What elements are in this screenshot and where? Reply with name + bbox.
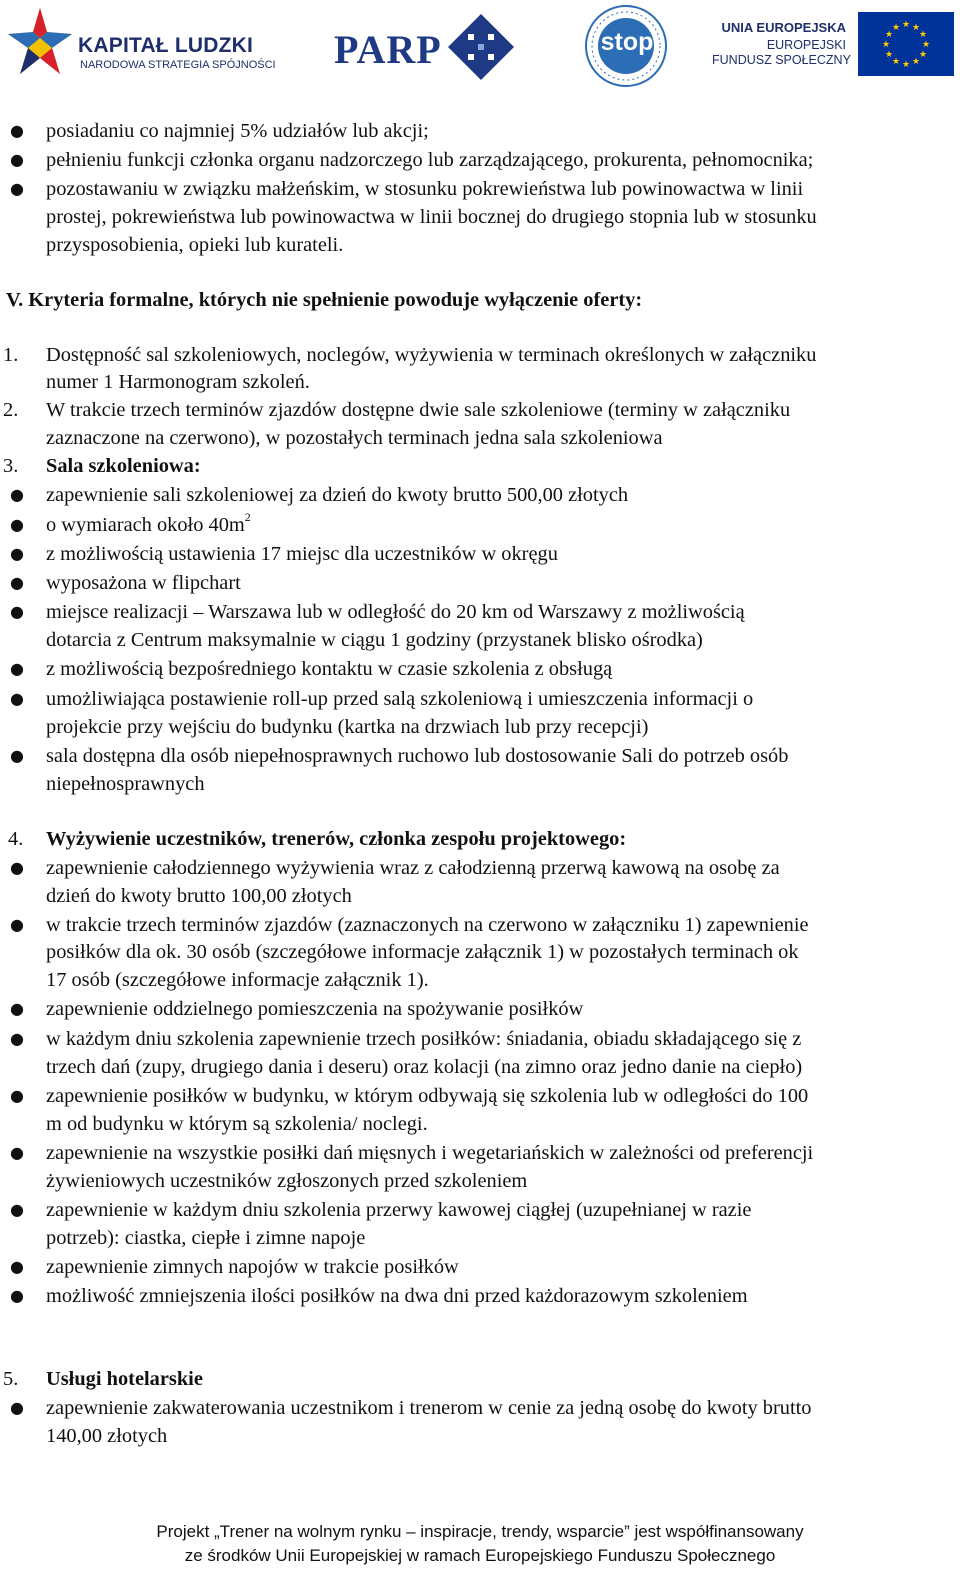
list-item: ● zapewnienie oddzielnego pomieszczenia na spożywanie posiłków — [46, 995, 958, 1023]
list-item: ● o wymiarach około $40m^2$ — [46, 511, 958, 539]
svg-text:★: ★ — [891, 57, 901, 67]
bullet-icon: ● — [10, 121, 24, 140]
numbered-item-1: 1. Dostępność sal szkoleniowych, noclegów, wyżywienia w terminach określonych w załączniku — [3, 344, 817, 366]
bullet-icon: ● — [10, 858, 24, 877]
svg-text:★: ★ — [921, 40, 931, 50]
page-footer — [0, 1520, 960, 1568]
footer-line-1: Projekt „Trener na wolnym rynku – inspiracje, trendy, wsparcie” jest współfinansowany — [156, 1522, 804, 1541]
bullet-icon: ● — [10, 1143, 24, 1162]
list-item-continuation: przysposobienia, opieki lub kurateli. — [46, 234, 344, 256]
list-item-continuation: 140,00 złotych — [46, 1425, 168, 1447]
list-item: ● możliwość zmniejszenia ilości posiłków na dwa dni przed każdorazowym szkoleniem — [46, 1282, 958, 1310]
numbered-item-1-cont: numer 1 Harmonogram szkoleń. — [46, 371, 310, 393]
list-item: ● miejsce realizacji – Warszawa lub w odległość do 20 km od Warszawy z możliwością — [46, 598, 958, 626]
list-item: ● zapewnienie posiłków w budynku, w którym odbywają się szkolenia lub w odległości do 100 — [46, 1082, 958, 1110]
svg-text:★: ★ — [901, 60, 911, 70]
eu-flag-icon — [858, 12, 954, 76]
bullet-icon: ● — [10, 544, 24, 563]
bullet-icon: ● — [10, 915, 24, 934]
bullet-icon: ● — [10, 1029, 24, 1048]
list-item: ● umożliwiająca postawienie roll-up przed salą szkoleniową i umieszczenia informacji o — [46, 685, 958, 713]
bullet-icon: ● — [10, 689, 24, 708]
numbered-item-4: 4. Wyżywienie uczestników, trenerów, członka zespołu projektowego: — [8, 828, 627, 850]
list-item: ● pozostawaniu w związku małżeńskim, w stosunku pokrewieństwa lub powinowactwa w linii — [46, 175, 958, 203]
eu-line-2: EUROPEJSKI — [766, 38, 846, 52]
bullet-icon: ● — [10, 515, 24, 534]
bullet-icon: ● — [10, 1286, 24, 1305]
eu-line-1: UNIA EUROPEJSKA — [721, 20, 846, 35]
list-item: ● zapewnienie w każdym dniu szkolenia przerwy kawowej ciągłej (uzupełnianej w razie — [46, 1196, 958, 1224]
svg-text:★: ★ — [881, 40, 891, 50]
bullet-icon: ● — [10, 1200, 24, 1219]
list-item-continuation: m od budynku w którym są szkolenia/ noclegi. — [46, 1113, 428, 1135]
bullet-icon: ● — [10, 573, 24, 592]
list-item: ● zapewnienie zimnych napojów w trakcie posiłków — [46, 1253, 958, 1281]
kapital-ludzki-title: KAPITAŁ LUDZKI — [78, 34, 254, 57]
eu-logo — [712, 10, 957, 80]
bullet-icon: ● — [10, 1398, 24, 1417]
eu-line-3: FUNDUSZ SPOŁECZNY — [712, 53, 851, 67]
section-heading: V. Kryteria formalne, których nie spełnienie powoduje wyłączenie oferty: — [6, 289, 643, 311]
list-item-continuation: projekcie przy wejściu do budynku (kartka na drzwiach lub przy recepcji) — [46, 716, 649, 738]
parp-emblem-icon — [448, 14, 514, 80]
svg-text:★: ★ — [901, 20, 911, 30]
list-item: ● zapewnienie całodziennego wyżywienia wraz z całodzienną przerwą kawową na osobę za — [46, 854, 958, 882]
bullet-icon: ● — [10, 999, 24, 1018]
kapital-ludzki-star-icon — [4, 4, 74, 86]
svg-text:★: ★ — [891, 23, 901, 33]
list-item-continuation: potrzeb): ciastka, ciepłe i zimne napoje — [46, 1227, 366, 1249]
list-item: ● w każdym dniu szkolenia zapewnienie trzech posiłków: śniadania, obiadu składającego się z — [46, 1025, 958, 1053]
numbered-item-2: 2. W trakcie trzech terminów zjazdów dostępne dwie sale szkoleniowe (terminy w załączniku — [3, 399, 791, 421]
list-item: ● zapewnienie na wszystkie posiłki dań mięsnych i wegetariańskich w zależności od preferencji — [46, 1139, 958, 1167]
parp-logo — [330, 8, 520, 84]
svg-text:★: ★ — [911, 57, 921, 67]
kapital-ludzki-subtitle: NARODOWA STRATEGIA SPÓJNOŚCI — [80, 59, 276, 71]
list-item: ● z możliwością bezpośredniego kontaktu w czasie szkolenia z obsługą — [46, 655, 958, 683]
numbered-item-2-cont: zaznaczone na czerwono), w pozostałych terminach jedna sala szkoleniowa — [46, 427, 663, 449]
bullet-icon: ● — [10, 659, 24, 678]
stop-association-logo — [580, 4, 672, 88]
numbered-item-5: 5. Usługi hotelarskie — [3, 1368, 203, 1390]
svg-text:★: ★ — [918, 30, 928, 40]
list-item: ● w trakcie trzech terminów zjazdów (zaznaczonych na czerwono w załączniku 1) zapewnienie — [46, 911, 958, 939]
svg-text:★: ★ — [911, 23, 921, 33]
list-item-continuation: posiłków dla ok. 30 osób (szczegółowe informacje załącznik 1) w pozostałych terminach ok — [46, 941, 799, 963]
page-header — [0, 0, 960, 92]
bullet-icon: ● — [10, 150, 24, 169]
list-item: ● z możliwością ustawienia 17 miejsc dla uczestników w okręgu — [46, 540, 958, 568]
bullet-icon: ● — [10, 179, 24, 198]
list-item: ● zapewnienie zakwaterowania uczestnikom i trenerom w cenie za jedną osobę do kwoty brutto — [46, 1394, 958, 1422]
list-item-continuation: dzień do kwoty brutto 100,00 złotych — [46, 885, 352, 907]
list-item-continuation: dotarcia z Centrum maksymalnie w ciągu 1 godziny (przystanek blisko ośrodka) — [46, 629, 703, 651]
svg-text:★: ★ — [884, 30, 894, 40]
bullet-icon: ● — [10, 602, 24, 621]
list-item: ● zapewnienie sali szkoleniowej za dzień do kwoty brutto 500,00 złotych — [46, 481, 958, 509]
bullet-icon: ● — [10, 485, 24, 504]
bullet-icon: ● — [10, 746, 24, 765]
svg-text:★: ★ — [918, 50, 928, 60]
svg-text:★: ★ — [884, 50, 894, 60]
list-item: ● pełnieniu funkcji członka organu nadzorczego lub zarządzającego, prokurenta, pełnomocnika; — [46, 146, 958, 174]
list-item: ● wyposażona w flipchart — [46, 569, 958, 597]
parp-wordmark: PARP — [334, 27, 442, 72]
list-item-continuation: żywieniowych uczestników zgłoszonych przed szkoleniem — [46, 1170, 528, 1192]
footer-line-2: ze środków Unii Europejskiej w ramach Europejskiego Funduszu Społecznego — [184, 1546, 776, 1565]
list-item-continuation: 17 osób (szczegółowe informacje załącznik 1). — [46, 969, 429, 991]
bullet-icon: ● — [10, 1257, 24, 1276]
numbered-item-3: 3. Sala szkoleniowa: — [3, 455, 201, 477]
list-item-continuation: niepełnosprawnych — [46, 773, 205, 795]
list-item-continuation: trzech dań (zupy, drugiego dania i deseru) oraz kolacji (na zimno oraz jedno danie na ciepło) — [46, 1056, 803, 1078]
list-item: ● sala dostępna dla osób niepełnosprawnych ruchowo lub dostosowanie Sali do potrzeb osób — [46, 742, 958, 770]
kapital-ludzki-logo — [4, 4, 294, 86]
stop-wordmark: stop — [600, 28, 654, 56]
list-item-continuation: prostej, pokrewieństwa lub powinowactwa w linii bocznej do drugiego stopnia lub w stosunku — [46, 206, 817, 228]
bullet-icon: ● — [10, 1086, 24, 1105]
list-item: ● posiadaniu co najmniej 5% udziałów lub akcji; — [46, 117, 958, 145]
